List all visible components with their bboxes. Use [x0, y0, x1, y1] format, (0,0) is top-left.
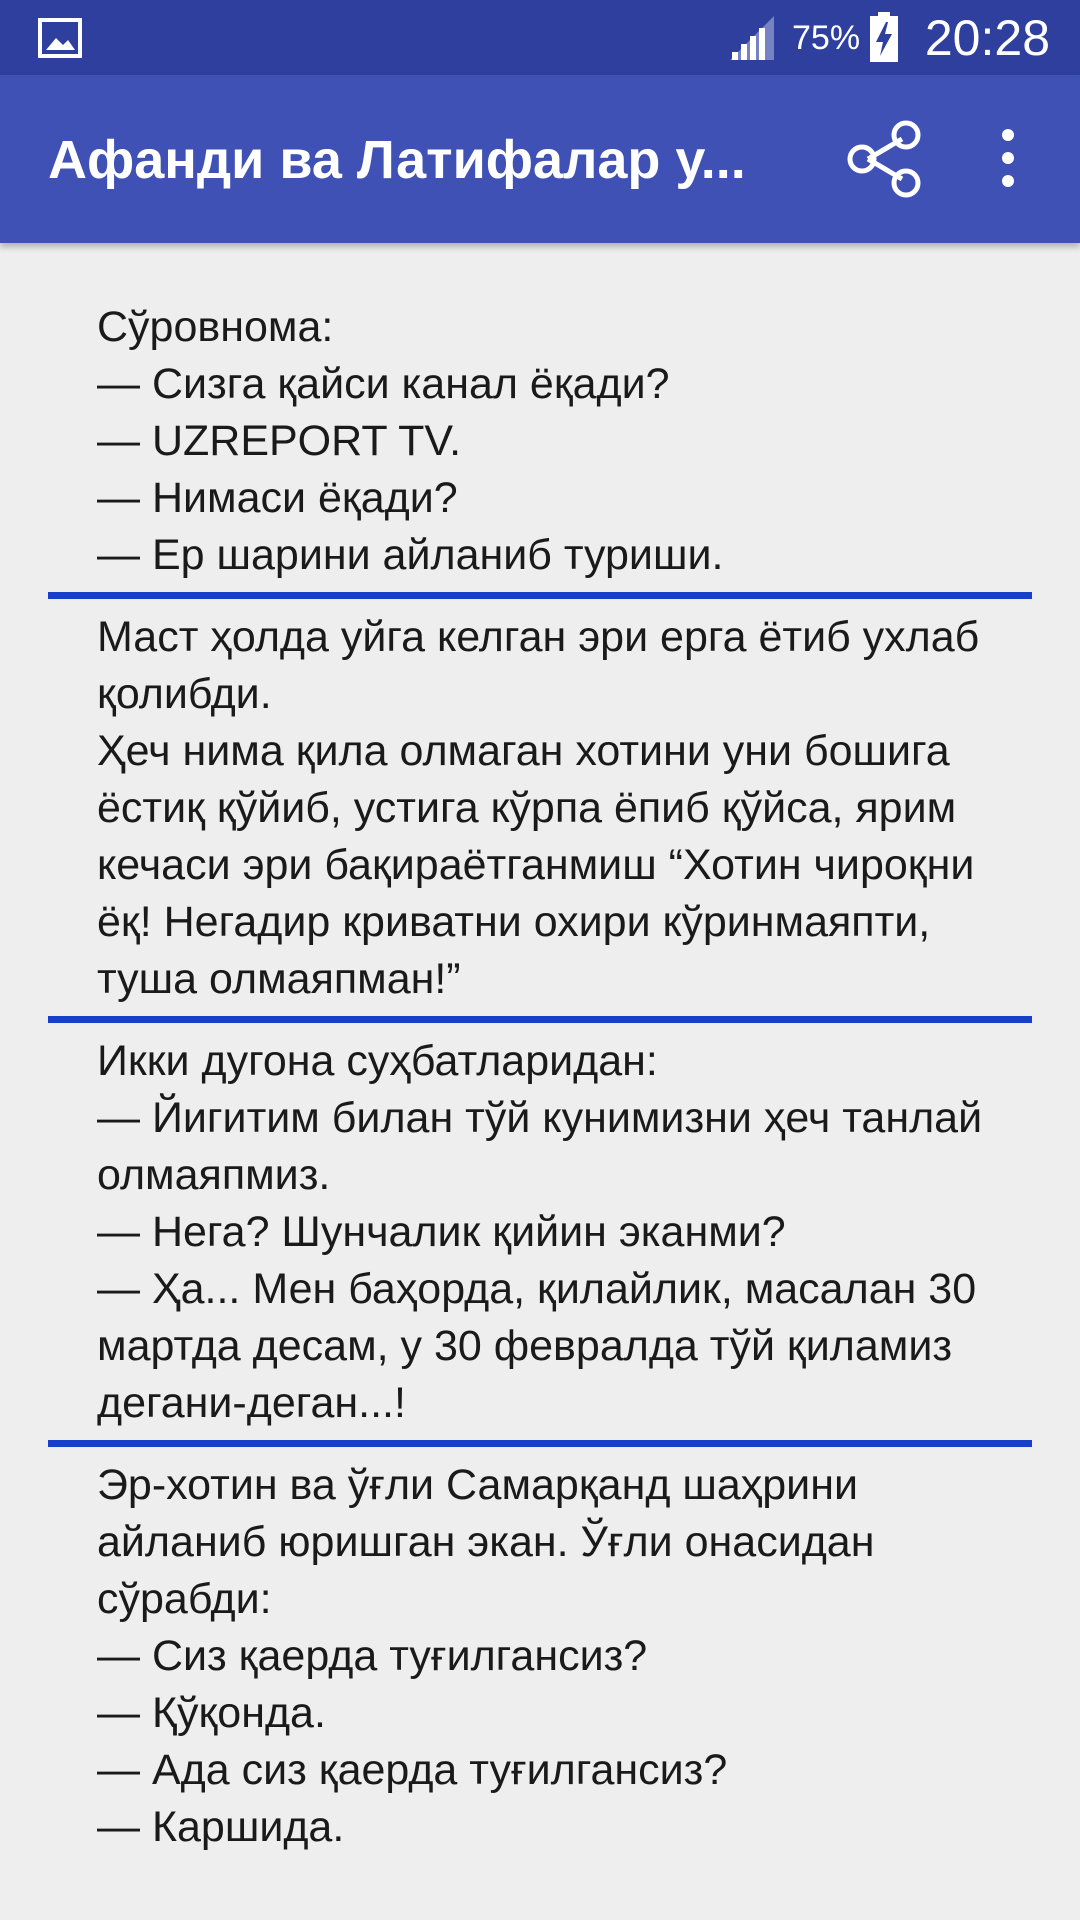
joke-item[interactable]: Икки дугона суҳбатларидан: — Йигитим билан тўй кунимизни ҳеч танлай олмаяпмиз. — Нега? Шунчалик қийин эканми? — Ҳа... Мен баҳорда, қилайлик, масалан 30 мартда десам, у 30 февралда тўй қиламиз дегани-деган...! [97, 1037, 983, 1427]
more-vert-icon[interactable] [990, 125, 1026, 195]
gallery-icon [38, 18, 82, 58]
page-title: Афанди ва Латифалар у... [48, 130, 746, 190]
jokes-list[interactable] [0, 243, 1080, 1870]
battery-percentage: 75% [792, 19, 861, 57]
battery-charging-icon [868, 12, 900, 64]
clock: 20:28 [924, 10, 1050, 66]
joke-divider [48, 592, 1032, 599]
joke-item[interactable]: Маст ҳолда уйга келган эри ерга ётиб ухлаб қолибди. Ҳеч нима қила олмаган хотини уни бошига ёстиқ қўйиб, устига кўрпа ёпиб қўйса, ярим кечаси эри бақираётганмиш “Хотин чироқни ёқ! Негадир криватни охири кўринмаяпти, туша олмаяпман!” [97, 613, 980, 1003]
status-bar [0, 0, 1080, 75]
joke-divider [48, 1016, 1032, 1023]
app-bar [0, 75, 1080, 243]
joke-item[interactable]: Сўровнома: — Сизга қайси канал ёқади? — UZREPORT TV. — Нимаси ёқади? — Ер шарини айланиб туриши. [97, 303, 724, 579]
share-icon[interactable] [840, 115, 928, 203]
joke-divider [48, 1440, 1032, 1447]
signal-icon [728, 14, 776, 62]
joke-item[interactable]: Эр-хотин ва ўғли Самарқанд шаҳрини айланиб юришган экан. Ўғли онасидан сўрабди: — Сиз қаерда туғилгансиз? — Қўқонда. — Ада сиз қаерда туғилгансиз? — Каршида. [97, 1461, 875, 1851]
